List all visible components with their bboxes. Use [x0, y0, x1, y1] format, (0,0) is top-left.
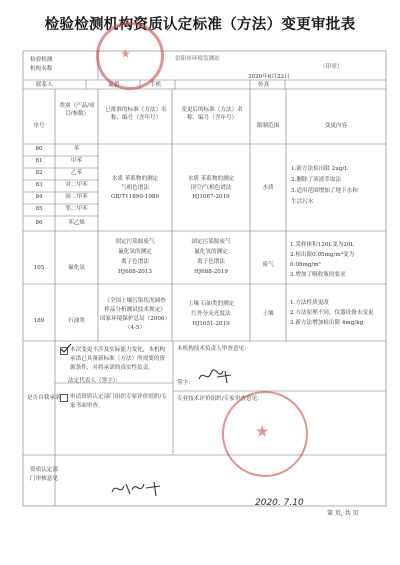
submission-date: 2020年6月22日 [248, 74, 290, 80]
col-old-standard: 已批准的标准（方法）名称、编号（含年号） [105, 107, 167, 121]
fax-label: 传真 [258, 82, 270, 88]
phone-label: 手机 [150, 82, 162, 88]
approval-date: 2020. 7.10 [255, 498, 304, 508]
institution-label-line1: 检验检测 [30, 57, 53, 63]
commit-text: 本次变更不涉及实际能力变化，本机构承诺已具备新标准（方法）所需要的资源条件，并将承诺的真实性负责。 [70, 347, 166, 371]
tech-head-review-label: 本机构技术负责人审查意见： [177, 346, 250, 352]
contact-value: 夏超 [108, 82, 120, 88]
table-row-seq: 80 [35, 146, 43, 152]
table-row-seq: 85 [35, 206, 43, 212]
petroleum-seq: 189 [33, 318, 45, 324]
table-row-name: 邻二甲苯 [65, 206, 88, 212]
stamp-label: （印章） [320, 64, 343, 70]
col-new-standard: 变更后的标准（方法）名称、编号（含年号） [181, 107, 243, 121]
page-footer: 第 页, 共 页 [327, 510, 359, 517]
tech-head-signature [197, 367, 237, 389]
petroleum-name: 石油类 [68, 318, 85, 324]
table-row-name: 苯 [73, 146, 80, 152]
col-seq: 序号 [33, 123, 45, 129]
table-row-name: 苯乙烯 [68, 220, 85, 226]
institution-label-line2: 机构名称 [30, 66, 53, 72]
authority-signature [110, 478, 166, 504]
table-row-name: 甲苯 [70, 158, 83, 164]
table-row-name: 乙苯 [70, 170, 83, 176]
col-change: 变更内容 [324, 123, 348, 129]
table-row-name: 对二甲苯 [65, 182, 88, 188]
petroleum-limit: 土壤 [262, 311, 274, 317]
institution-value: 信阳市环境监测站 [175, 56, 220, 62]
fluoride-limit: 废气 [262, 262, 274, 268]
contact-label: 联系人 [36, 82, 53, 88]
fluoride-name: 氟化氢 [68, 265, 85, 271]
authority-approval-label: 资质认定部门审核意见 [30, 467, 58, 482]
tech-head-sign-label: 签字： [177, 380, 194, 386]
expert-review-checkbox[interactable] [60, 394, 68, 402]
self-commit-label: 是否自我承诺 [27, 395, 61, 401]
col-limit: 限制范围 [256, 123, 280, 129]
page-title: 检验检测机构资质认定标准（方法）变更审批表 [44, 16, 356, 33]
expert-review-text: 申请资质认定部门组织专家评价组织/专家书面审查。 [70, 394, 167, 409]
table-row-name: 间二甲苯 [65, 194, 88, 200]
institution-stamp: ★ [96, 22, 164, 90]
table-row-seq: 82 [35, 170, 43, 176]
voc-limit: 水质 [262, 185, 274, 191]
table-row-seq: 83 [35, 182, 43, 188]
expert-review-label: 专业技术评价组织/专家审查意见： [177, 396, 263, 402]
authority-stamp: ★ [222, 391, 308, 477]
legal-rep-sign-label: 法定代表人（签字）： [68, 378, 122, 384]
table-row-seq: 81 [35, 158, 43, 164]
table-row-seq: 86 [35, 220, 43, 226]
fluoride-seq: 105 [33, 265, 45, 271]
col-category: 类别（产品/项目/参数） [59, 103, 95, 117]
table-row-seq: 84 [35, 194, 43, 200]
